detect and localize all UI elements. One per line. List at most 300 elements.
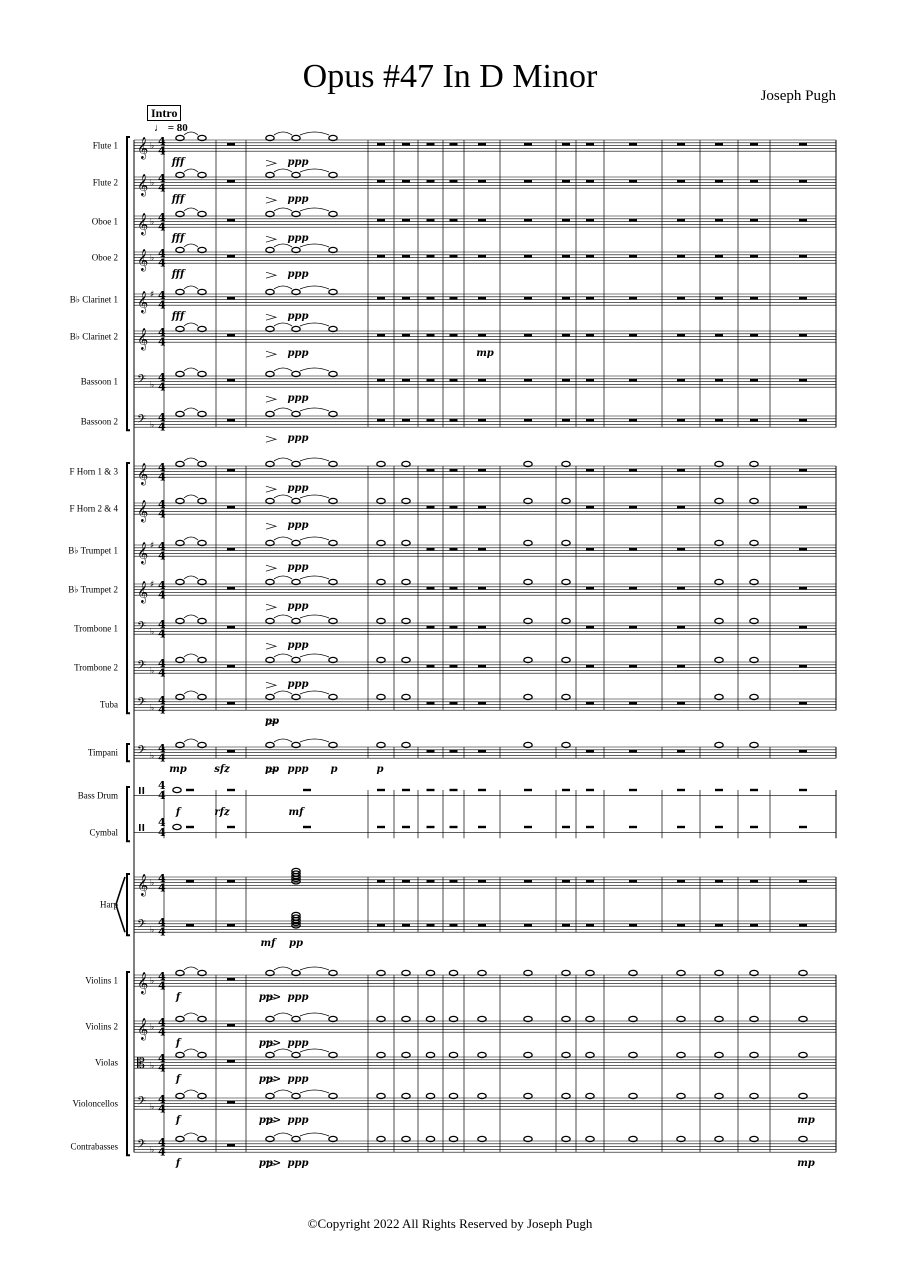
whole-rest: [799, 334, 807, 336]
dynamic-marking: fff: [171, 157, 185, 169]
whole-rest: [629, 702, 637, 704]
dynamic-marking: fff: [171, 269, 185, 281]
group-bracket: [127, 874, 130, 935]
dynamic-marking: f: [175, 1038, 181, 1050]
whole-rest: [427, 297, 435, 299]
dynamic-marking: ppp: [287, 433, 309, 445]
whole-rest: [715, 419, 723, 421]
whole-rest: [524, 826, 532, 828]
time-signature-bottom: 4: [158, 925, 166, 939]
whole-rest: [450, 702, 458, 704]
whole-rest: [478, 880, 486, 882]
decrescendo: [266, 272, 276, 278]
tie: [184, 169, 198, 172]
whole-rest: [427, 826, 435, 828]
dynamic-marking: fff: [171, 311, 185, 323]
whole-rest: [450, 219, 458, 221]
treble-clef: 𝄞: [137, 137, 149, 159]
time-signature-top: 4: [158, 579, 166, 593]
time-signature-top: 4: [158, 1052, 166, 1066]
whole-rest: [427, 506, 435, 508]
dynamic-marking: ppp: [287, 483, 309, 495]
tie: [300, 1090, 329, 1093]
dynamic-marking: mf: [288, 807, 304, 819]
whole-rest: [586, 219, 594, 221]
whole-rest: [562, 334, 570, 336]
whole-rest: [478, 626, 486, 628]
whole-rest: [524, 219, 532, 221]
key-flat: ♭: [150, 1061, 155, 1072]
whole-rest: [799, 297, 807, 299]
treble-clef: 𝄞: [137, 500, 149, 522]
whole-rest: [562, 297, 570, 299]
bass-clef: 𝄢: [137, 918, 147, 934]
instrument-label: F Horn 2 & 4: [69, 503, 118, 514]
tie: [184, 368, 198, 371]
whole-rest: [586, 587, 594, 589]
decrescendo: [266, 523, 276, 529]
whole-rest: [750, 419, 758, 421]
dynamic-marking: p: [376, 764, 384, 776]
whole-rest: [450, 626, 458, 628]
decrescendo: [266, 682, 276, 688]
decrescendo: [266, 643, 276, 649]
rehearsal-mark: Intro: [147, 105, 181, 121]
time-signature-top: 4: [158, 371, 166, 385]
dynamic-marking: pp>: [258, 992, 282, 1004]
key-flat: ♭: [150, 976, 155, 987]
tie: [300, 244, 329, 247]
whole-rest: [427, 924, 435, 926]
whole-rest: [799, 750, 807, 752]
time-signature-bottom: 4: [158, 979, 166, 993]
whole-rest: [427, 180, 435, 182]
whole-rest: [427, 469, 435, 471]
dynamic-marking: mp: [169, 764, 187, 776]
whole-rest: [715, 143, 723, 145]
whole-rest: [524, 297, 532, 299]
whole-rest: [799, 419, 807, 421]
time-signature-bottom: 4: [158, 549, 166, 563]
whole-rest: [586, 419, 594, 421]
whole-rest: [227, 978, 235, 980]
dynamic-marking: ppp: [287, 1158, 309, 1170]
whole-rest: [750, 826, 758, 828]
whole-rest: [377, 789, 385, 791]
tie: [274, 691, 292, 694]
tie: [184, 1133, 198, 1136]
dynamic-marking: p: [330, 764, 338, 776]
key-sharp: ♯: [150, 580, 155, 590]
bass-clef: 𝄢: [137, 744, 147, 760]
whole-note: [173, 787, 181, 792]
dynamic-marking: f: [175, 1158, 181, 1170]
whole-rest: [524, 379, 532, 381]
group-bracket: [127, 787, 130, 841]
whole-rest: [586, 297, 594, 299]
time-signature-top: 4: [158, 1093, 166, 1107]
whole-rest: [402, 297, 410, 299]
tie: [184, 132, 198, 135]
whole-rest: [377, 143, 385, 145]
tie: [274, 208, 292, 211]
key-flat: ♭: [150, 380, 155, 391]
whole-rest: [586, 548, 594, 550]
whole-rest: [402, 180, 410, 182]
whole-rest: [227, 219, 235, 221]
time-signature-bottom: 4: [158, 1025, 166, 1039]
whole-rest: [427, 789, 435, 791]
treble-clef: 𝄞: [137, 581, 149, 603]
tie: [184, 458, 198, 461]
tie: [184, 1049, 198, 1052]
whole-rest: [377, 255, 385, 257]
staff: [134, 216, 836, 227]
whole-rest: [562, 880, 570, 882]
group-bracket: [127, 972, 130, 1155]
whole-rest: [677, 880, 685, 882]
whole-rest: [715, 180, 723, 182]
whole-rest: [750, 255, 758, 257]
whole-rest: [478, 469, 486, 471]
whole-rest: [715, 334, 723, 336]
treble-clef: 𝄞: [137, 874, 149, 896]
whole-rest: [562, 255, 570, 257]
whole-rest: [478, 548, 486, 550]
tie: [274, 495, 292, 498]
whole-rest: [524, 334, 532, 336]
tie: [184, 323, 198, 326]
whole-rest: [227, 419, 235, 421]
whole-rest: [715, 297, 723, 299]
time-signature-top: 4: [158, 618, 166, 632]
decrescendo: [266, 604, 276, 610]
tie: [274, 739, 292, 742]
whole-rest: [629, 924, 637, 926]
instrument-label: Flute 2: [92, 177, 118, 188]
instrument-label: Harp: [100, 899, 118, 910]
whole-rest: [524, 255, 532, 257]
time-signature-top: 4: [158, 779, 166, 792]
time-signature-bottom: 4: [158, 144, 166, 158]
time-signature-top: 4: [158, 1136, 166, 1150]
tie: [300, 654, 329, 657]
decrescendo: [266, 236, 276, 242]
whole-rest: [427, 419, 435, 421]
decrescendo: [266, 396, 276, 402]
whole-rest: [750, 334, 758, 336]
whole-rest: [715, 255, 723, 257]
treble-clef: 𝄞: [137, 1018, 149, 1040]
tie: [274, 967, 292, 970]
whole-rest: [427, 702, 435, 704]
tie: [300, 323, 329, 326]
staff: [134, 545, 836, 556]
whole-rest: [677, 506, 685, 508]
bass-clef: 𝄢: [137, 373, 147, 389]
whole-rest: [227, 1101, 235, 1103]
key-flat: ♭: [150, 420, 155, 431]
whole-rest: [450, 665, 458, 667]
time-signature-bottom: 4: [158, 380, 166, 394]
staff: [134, 503, 836, 514]
whole-rest: [562, 180, 570, 182]
key-flat: ♭: [150, 1145, 155, 1156]
whole-rest: [186, 826, 194, 828]
whole-rest: [227, 702, 235, 704]
time-signature-top: 4: [158, 916, 166, 930]
tie: [300, 691, 329, 694]
whole-rest: [402, 379, 410, 381]
tie: [274, 323, 292, 326]
whole-rest: [227, 587, 235, 589]
staff: [134, 699, 836, 710]
whole-rest: [629, 297, 637, 299]
dynamic-marking: sfz: [214, 764, 230, 776]
whole-rest: [562, 143, 570, 145]
instrument-label: Cymbal: [89, 827, 118, 838]
decrescendo: [266, 436, 276, 442]
instrument-label: Violins 2: [85, 1021, 118, 1032]
tie: [274, 458, 292, 461]
dynamic-marking: ppp: [287, 1074, 309, 1086]
tie: [184, 739, 198, 742]
whole-rest: [586, 626, 594, 628]
tie: [184, 1013, 198, 1016]
whole-rest: [427, 750, 435, 752]
whole-rest: [478, 255, 486, 257]
whole-rest: [478, 334, 486, 336]
whole-rest: [478, 506, 486, 508]
whole-rest: [677, 219, 685, 221]
time-signature-top: 4: [158, 326, 166, 340]
time-signature-bottom: 4: [158, 256, 166, 270]
whole-rest: [478, 379, 486, 381]
whole-rest: [677, 180, 685, 182]
whole-rest: [750, 379, 758, 381]
time-signature-bottom: 4: [158, 1145, 166, 1159]
staff: [134, 921, 836, 932]
dynamic-marking: mp: [797, 1115, 815, 1127]
time-signature-bottom: 4: [158, 220, 166, 234]
percussion-clef: [139, 787, 141, 794]
dynamic-marking: pp: [289, 938, 303, 950]
tie: [300, 1133, 329, 1136]
whole-rest: [629, 334, 637, 336]
whole-rest: [799, 219, 807, 221]
whole-rest: [450, 826, 458, 828]
key-flat: ♭: [150, 925, 155, 936]
key-sharp: ♯: [150, 541, 155, 551]
whole-rest: [450, 379, 458, 381]
whole-rest: [586, 255, 594, 257]
whole-rest: [524, 880, 532, 882]
time-signature-top: 4: [158, 289, 166, 303]
whole-rest: [377, 880, 385, 882]
whole-rest: [586, 750, 594, 752]
whole-rest: [799, 548, 807, 550]
tie: [300, 615, 329, 618]
whole-rest: [478, 297, 486, 299]
whole-rest: [427, 880, 435, 882]
whole-rest: [677, 379, 685, 381]
tie: [300, 1013, 329, 1016]
key-sharp: ♯: [150, 290, 155, 300]
whole-rest: [227, 180, 235, 182]
dynamic-marking: ppp: [287, 348, 309, 360]
whole-rest: [402, 219, 410, 221]
whole-rest: [799, 702, 807, 704]
whole-rest: [562, 219, 570, 221]
whole-rest: [799, 924, 807, 926]
tie: [184, 286, 198, 289]
whole-rest: [227, 789, 235, 791]
staff: [134, 662, 836, 673]
instrument-label: Oboe 1: [91, 216, 118, 227]
whole-rest: [677, 255, 685, 257]
dynamic-marking: pp: [265, 716, 279, 728]
tempo-marking: ♩ = 80: [154, 122, 188, 134]
whole-rest: [799, 665, 807, 667]
whole-rest: [715, 219, 723, 221]
whole-rest: [427, 219, 435, 221]
tie: [184, 967, 198, 970]
staff: [134, 416, 836, 427]
tie: [300, 368, 329, 371]
whole-rest: [402, 255, 410, 257]
whole-rest: [750, 880, 758, 882]
composer-credit: Joseph Pugh: [760, 88, 836, 104]
time-signature-bottom: 4: [158, 507, 166, 521]
whole-rest: [450, 255, 458, 257]
whole-rest: [586, 880, 594, 882]
whole-rest: [799, 180, 807, 182]
time-signature-top: 4: [158, 657, 166, 671]
tie: [300, 208, 329, 211]
tie: [300, 169, 329, 172]
key-flat: ♭: [150, 878, 155, 889]
whole-rest: [629, 665, 637, 667]
dynamic-marking: ppp: [287, 992, 309, 1004]
whole-rest: [402, 334, 410, 336]
key-flat: ♭: [150, 666, 155, 677]
tie: [300, 458, 329, 461]
time-signature-top: 4: [158, 1016, 166, 1030]
instrument-label: Bass Drum: [77, 790, 118, 801]
whole-rest: [402, 143, 410, 145]
dynamic-marking: ppp: [287, 679, 309, 691]
whole-rest: [227, 1144, 235, 1146]
time-signature-top: 4: [158, 172, 166, 186]
treble-clef: 𝄞: [137, 328, 149, 350]
time-signature-bottom: 4: [158, 1102, 166, 1116]
whole-rest: [629, 587, 637, 589]
whole-rest: [303, 826, 311, 828]
whole-rest: [715, 379, 723, 381]
whole-rest: [478, 143, 486, 145]
treble-clef: 𝄞: [137, 249, 149, 271]
tie: [274, 654, 292, 657]
whole-rest: [227, 379, 235, 381]
alto-clef: 𝄡: [137, 1056, 145, 1072]
dynamic-marking: mp: [476, 348, 494, 360]
dynamic-marking: ppp: [287, 311, 309, 323]
time-signature-top: 4: [158, 970, 166, 984]
whole-rest: [377, 379, 385, 381]
tie: [300, 495, 329, 498]
whole-rest: [586, 665, 594, 667]
whole-rest: [799, 789, 807, 791]
whole-rest: [586, 379, 594, 381]
whole-rest: [562, 826, 570, 828]
tie: [184, 208, 198, 211]
whole-rest: [562, 379, 570, 381]
dynamic-marking: mp: [797, 1158, 815, 1170]
whole-rest: [629, 880, 637, 882]
whole-rest: [799, 826, 807, 828]
treble-clef: 𝄞: [137, 463, 149, 485]
tie: [300, 576, 329, 579]
key-flat: ♭: [150, 217, 155, 228]
whole-rest: [799, 587, 807, 589]
whole-rest: [629, 548, 637, 550]
time-signature-top: 4: [158, 411, 166, 425]
tie: [184, 408, 198, 411]
instrument-label: Trombone 1: [74, 623, 118, 634]
whole-rest: [450, 750, 458, 752]
whole-rest: [427, 255, 435, 257]
whole-rest: [377, 180, 385, 182]
percussion-clef: [143, 824, 145, 831]
tie: [184, 691, 198, 694]
whole-rest: [478, 219, 486, 221]
whole-rest: [227, 665, 235, 667]
instrument-label: Tuba: [99, 699, 118, 710]
instrument-label: F Horn 1 & 3: [69, 466, 118, 477]
time-signature-top: 4: [158, 816, 166, 829]
dynamic-marking: ppp: [287, 1115, 309, 1127]
dynamic-marking: ppp: [287, 233, 309, 245]
whole-rest: [478, 924, 486, 926]
dynamic-marking: pp>: [258, 1158, 282, 1170]
tie: [300, 739, 329, 742]
whole-rest: [629, 219, 637, 221]
staff: [134, 294, 836, 305]
whole-rest: [478, 789, 486, 791]
decrescendo: [266, 486, 276, 492]
key-flat: ♭: [150, 627, 155, 638]
time-signature-bottom: 4: [158, 666, 166, 680]
whole-rest: [629, 379, 637, 381]
tie: [274, 537, 292, 540]
whole-rest: [450, 469, 458, 471]
percussion-clef: [139, 824, 141, 831]
whole-rest: [629, 826, 637, 828]
whole-rest: [478, 587, 486, 589]
dynamic-marking: pp>: [258, 1038, 282, 1050]
whole-rest: [227, 880, 235, 882]
instrument-label: Flute 1: [92, 140, 118, 151]
whole-rest: [629, 626, 637, 628]
whole-rest: [524, 419, 532, 421]
whole-rest: [677, 548, 685, 550]
time-signature-bottom: 4: [158, 420, 166, 434]
time-signature-bottom: 4: [158, 751, 166, 765]
whole-rest: [799, 506, 807, 508]
time-signature-bottom: 4: [158, 298, 166, 312]
tie: [300, 967, 329, 970]
whole-note: [173, 824, 181, 829]
